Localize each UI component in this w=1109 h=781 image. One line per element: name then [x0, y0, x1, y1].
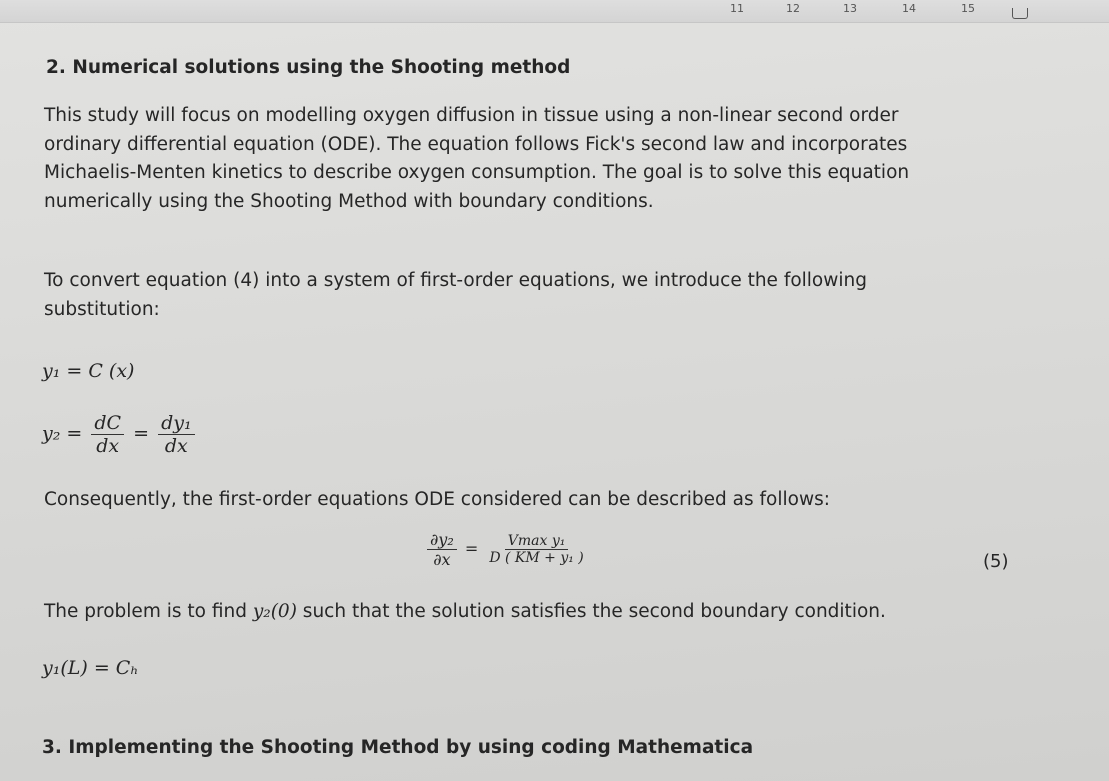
right-indent-marker-icon[interactable]	[1012, 8, 1028, 19]
equation-y2	[42, 412, 198, 457]
frac-den: dx	[96, 435, 120, 457]
equation-5	[424, 530, 590, 569]
section-2-heading: 2. Numerical solutions using the Shooting method	[46, 57, 571, 78]
ruler-tick: 13	[843, 2, 857, 15]
ruler-tick: 14	[902, 2, 916, 15]
section-3-heading: 3. Implementing the Shooting Method by using coding Mathematica	[42, 737, 754, 758]
eq-lhs: y₂ =	[42, 422, 83, 445]
paragraph-problem	[44, 601, 886, 622]
equation-boundary-condition: y₁(L) = Cₕ	[42, 657, 139, 679]
text: The problem is to find	[44, 601, 253, 622]
frac-num: dC	[91, 412, 124, 435]
text-line: This study will focus on modelling oxygen diffusion in tissue using a non-linear second order	[44, 105, 899, 126]
text-line: To convert equation (4) into a system of first-order equations, we introduce the following	[44, 270, 867, 291]
frac-den: ∂x	[433, 550, 451, 569]
text-line: ordinary differential equation (ODE). The equation follows Fick's second law and incorporates	[44, 133, 908, 155]
equation-y1: y₁ = C (x)	[42, 360, 135, 382]
ruler[interactable]	[0, 0, 1109, 23]
frac-num: dy₁	[158, 412, 195, 435]
text: such that the solution satisfies the second boundary condition.	[296, 601, 886, 622]
frac-num: Vmax y₁	[505, 533, 569, 550]
frac-den: D ( KM + y₁ )	[489, 550, 584, 566]
text-line: Michaelis-Menten kinetics to describe oxygen consumption. The goal is to solve this equation	[44, 162, 910, 183]
frac-num: ∂y₂	[427, 530, 457, 550]
text-line: substitution:	[44, 298, 160, 320]
inline-math: y₂(0)	[252, 601, 297, 622]
ruler-tick: 12	[786, 2, 800, 15]
paragraph-consequently: Consequently, the first-order equations ODE considered can be described as follows:	[44, 489, 830, 510]
ruler-tick: 11	[730, 2, 744, 15]
equation-number: (5)	[983, 551, 1009, 572]
text-line: numerically using the Shooting Method with boundary conditions.	[44, 190, 654, 212]
eq-sign: =	[464, 539, 479, 558]
paragraph-intro	[44, 105, 909, 219]
eq-sign: =	[133, 422, 150, 445]
ruler-tick: 15	[961, 2, 975, 15]
frac-den: dx	[164, 435, 188, 457]
paragraph-substitution	[44, 270, 867, 327]
